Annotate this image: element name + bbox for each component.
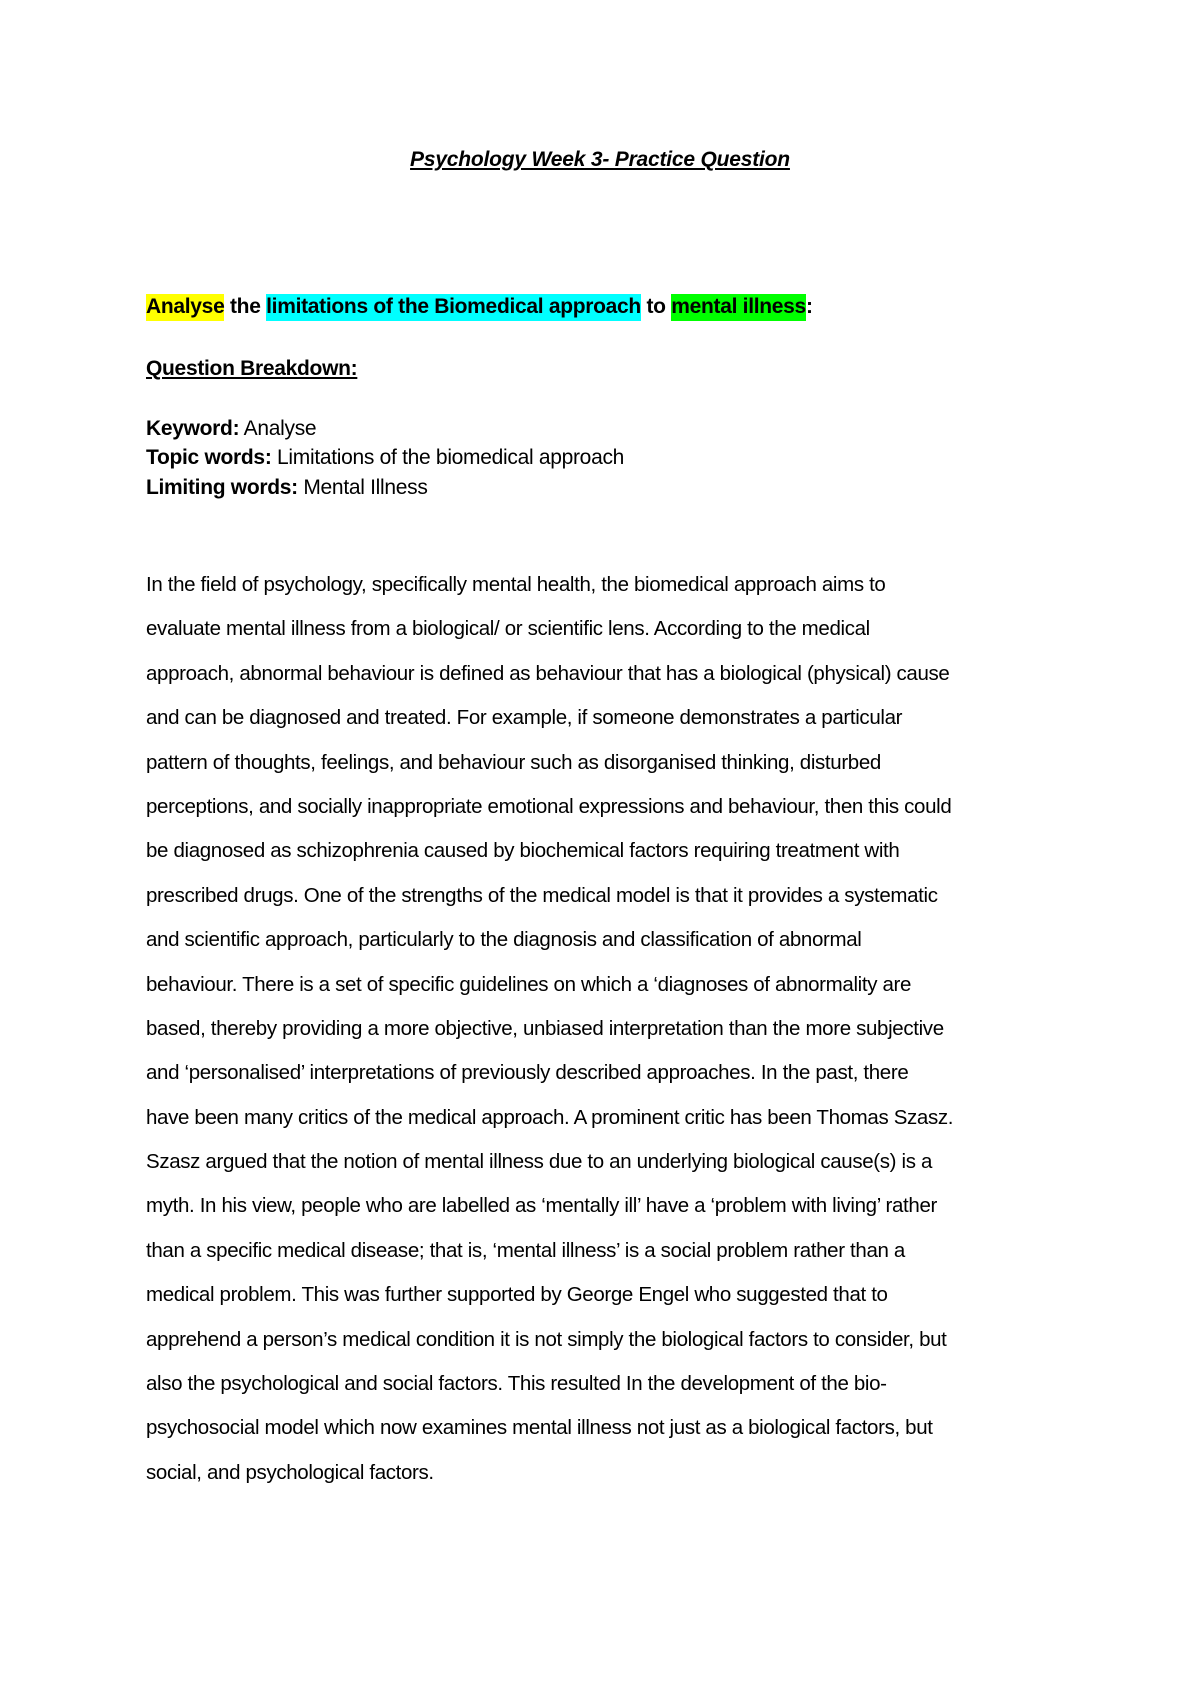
paragraph-line: pattern of thoughts, feelings, and behaviour such as disorganised thinking, disturbed bbox=[146, 750, 881, 774]
paragraph-line: In the field of psychology, specifically mental health, the biomedical approach aims to bbox=[146, 573, 886, 596]
document-title: Psychology Week 3- Practice Question bbox=[410, 148, 790, 171]
question-part-topic: limitations of the Biomedical approach bbox=[266, 294, 641, 321]
paragraph-line: and can be diagnosed and treated. For example, if someone demonstrates a particular bbox=[146, 706, 903, 730]
breakdown-key: Topic words: bbox=[146, 446, 272, 469]
paragraph-line: and scientific approach, particularly to the diagnosis and classification of abnormal bbox=[146, 928, 862, 952]
breakdown-topic-words bbox=[146, 446, 624, 470]
paragraph-line: also the psychological and social factors. This resulted In the development of the bio- bbox=[146, 1372, 887, 1396]
answer-paragraph bbox=[146, 563, 1066, 1495]
breakdown-heading: Question Breakdown: bbox=[146, 357, 358, 380]
paragraph-line: evaluate mental illness from a biological/ or scientific lens. According to the medical bbox=[146, 617, 870, 641]
breakdown-key: Limiting words: bbox=[146, 476, 298, 499]
breakdown-value: Analyse bbox=[239, 417, 317, 440]
paragraph-line: based, thereby providing a more objective, unbiased interpretation than the more subjective bbox=[146, 1016, 944, 1040]
paragraph-line: perceptions, and socially inappropriate emotional expressions and behaviour, then this could bbox=[146, 794, 952, 818]
question-part-colon: : bbox=[805, 295, 813, 318]
paragraph-line: psychosocial model which now examines mental illness not just as a biological factors, but bbox=[146, 1416, 933, 1440]
breakdown-limiting-words bbox=[146, 476, 428, 500]
breakdown-value: Mental Illness bbox=[297, 476, 428, 499]
paragraph-line: Szasz argued that the notion of mental illness due to an underlying biological cause(s) is a bbox=[146, 1150, 933, 1174]
paragraph-line: prescribed drugs. One of the strengths of the medical model is that it provides a systematic bbox=[146, 883, 938, 907]
question-part-connector: to bbox=[640, 295, 672, 318]
paragraph-line: behaviour. There is a set of specific guidelines on which a ‘diagnoses of abnormality are bbox=[146, 972, 912, 996]
question-part-connector: the bbox=[224, 295, 267, 318]
question-line bbox=[146, 295, 813, 319]
paragraph-line: myth. In his view, people who are labelled as ‘mentally ill’ have a ‘problem with living’ rather bbox=[146, 1194, 937, 1218]
paragraph-line: and ‘personalised’ interpretations of previously described approaches. In the past, there bbox=[146, 1061, 909, 1085]
breakdown-key: Keyword: bbox=[146, 417, 240, 440]
question-part-limiting: mental illness bbox=[671, 294, 806, 321]
paragraph-line: social, and psychological factors. bbox=[146, 1460, 434, 1484]
question-part-keyword: Analyse bbox=[146, 294, 224, 321]
paragraph-line: approach, abnormal behaviour is defined as behaviour that has a biological (physical) cause bbox=[146, 661, 950, 685]
paragraph-line: than a specific medical disease; that is, ‘mental illness’ is a social problem rather than a bbox=[146, 1238, 905, 1262]
breakdown-value: Limitations of the biomedical approach bbox=[271, 446, 625, 469]
paragraph-line: medical problem. This was further supported by George Engel who suggested that to bbox=[146, 1283, 888, 1307]
breakdown-keyword bbox=[146, 417, 316, 441]
paragraph-line: apprehend a person’s medical condition it is not simply the biological factors to consider, but bbox=[146, 1327, 947, 1351]
paragraph-line: be diagnosed as schizophrenia caused by biochemical factors requiring treatment with bbox=[146, 839, 900, 863]
paragraph-line: have been many critics of the medical approach. A prominent critic has been Thomas Szasz. bbox=[146, 1105, 954, 1129]
